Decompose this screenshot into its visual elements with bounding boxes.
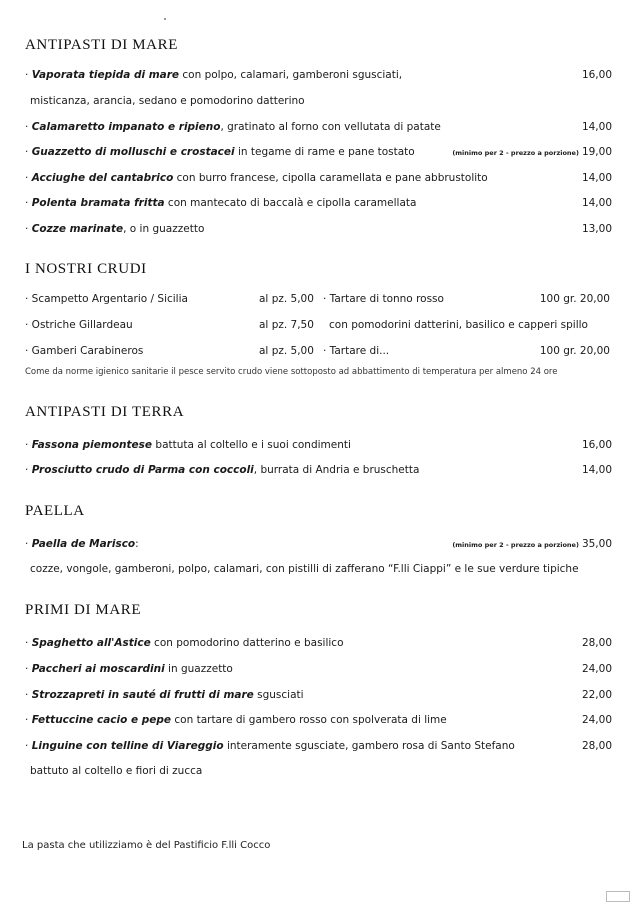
crudi-note: Come da norme igienico sanitarie il pesce servito crudo viene sottoposto ad abbattimento di temperatura per almeno 24 ore (25, 367, 558, 377)
bullet: · (25, 663, 32, 675)
item-desc: , o in guazzetto (123, 223, 205, 235)
crudo-price: 100 gr. 20,00 (539, 345, 610, 357)
menu-item (25, 68, 612, 82)
crudo-name: · Tartare di... (323, 345, 390, 357)
menu-item (25, 196, 612, 210)
item-name: Polenta bramata fritta (31, 197, 165, 209)
menu-item (25, 463, 612, 477)
item-name: Strozzapreti in sauté di frutti di mare (31, 689, 254, 701)
item-price: 24,00 (581, 663, 612, 675)
item-desc: interamente sgusciate, gambero rosa di Santo Stefano (223, 740, 515, 752)
item-name: Paccheri ai moscardini (31, 663, 165, 675)
menu-item (25, 537, 612, 551)
menu-item (25, 662, 612, 676)
section-title-crudi: I NOSTRI CRUDI (25, 261, 147, 277)
item-note: (minimo per 2 - prezzo a porzione) (452, 149, 579, 157)
item-name: Calamaretto impanato e ripieno (31, 121, 221, 133)
item-price: 14,00 (581, 197, 612, 209)
menu-item (25, 688, 612, 702)
crudo-desc: con pomodorini datterini, basilico e capperi spillo (329, 319, 588, 331)
item-desc: in tegame di rame e pane tostato (234, 146, 415, 158)
menu-item (25, 171, 612, 185)
bullet: · (25, 223, 32, 235)
item-price: 22,00 (581, 689, 612, 701)
bullet: · (25, 197, 32, 209)
item-price: 28,00 (581, 637, 612, 649)
item-price: 14,00 (581, 464, 612, 476)
item-name: Vaporata tiepida di mare (31, 69, 180, 81)
item-name: Paella de Marisco (31, 538, 136, 550)
crudo-name: · Gamberi Carabineros (25, 345, 144, 357)
item-name: Fettuccine cacio e pepe (31, 714, 172, 726)
item-price: 19,00 (581, 146, 612, 158)
bullet: · (25, 714, 32, 726)
item-name: Linguine con telline di Viareggio (31, 740, 224, 752)
item-desc: , gratinato al forno con vellutata di patate (220, 121, 441, 133)
crudo-name: · Scampetto Argentario / Sicilia (25, 293, 188, 305)
item-note: (minimo per 2 - prezzo a porzione) (452, 541, 579, 549)
item-desc: con polpo, calamari, gamberoni sgusciati, (179, 69, 403, 81)
item-price: 13,00 (581, 223, 612, 235)
bullet: · (25, 740, 32, 752)
bullet: · (25, 121, 32, 133)
crudo-name: · Tartare di tonno rosso (323, 293, 444, 305)
item-continuation: battuto al coltello e fiori di zucca (30, 765, 203, 777)
menu-item (25, 739, 612, 753)
item-price: 28,00 (581, 740, 612, 752)
crudo-price: al pz. 7,50 (259, 319, 314, 331)
bullet: · (25, 172, 32, 184)
menu-item (25, 713, 612, 727)
item-name: Cozze marinate (31, 223, 124, 235)
item-desc: con tartare di gambero rosso con spolverata di lime (171, 714, 447, 726)
section-title-antipasti-terra: ANTIPASTI DI TERRA (25, 404, 185, 420)
section-title-primi-mare: PRIMI DI MARE (25, 602, 142, 618)
item-desc: sgusciati (253, 689, 304, 701)
menu-item (25, 120, 612, 134)
item-price: 35,00 (581, 538, 612, 550)
item-desc: con mantecato di baccalà e cipolla caramellata (164, 197, 417, 209)
crudo-name: · Ostriche Gillardeau (25, 319, 133, 331)
item-price: 16,00 (581, 69, 612, 81)
crudo-price: 100 gr. 20,00 (539, 293, 610, 305)
menu-item (25, 145, 612, 159)
item-name: Acciughe del cantabrico (31, 172, 174, 184)
item-desc: : (135, 538, 139, 550)
section-title-antipasti-mare: ANTIPASTI DI MARE (25, 37, 178, 53)
item-name: Prosciutto crudo di Parma con coccoli (31, 464, 254, 476)
item-continuation: misticanza, arancia, sedano e pomodorino datterino (30, 95, 305, 107)
item-price: 14,00 (581, 172, 612, 184)
section-title-paella: PAELLA (25, 503, 85, 519)
item-price: 14,00 (581, 121, 612, 133)
bullet: · (25, 464, 32, 476)
item-desc: in guazzetto (164, 663, 233, 675)
menu-item (25, 222, 612, 236)
item-name: Fassona piemontese (31, 439, 153, 451)
footer-note: La pasta che utilizziamo è del Pastificio F.lli Cocco (22, 840, 271, 851)
item-desc: , burrata di Andria e bruschetta (253, 464, 420, 476)
item-continuation: cozze, vongole, gamberoni, polpo, calamari, con pistilli di zafferano “F.lli Ciappi” e le sue verdure tipiche (30, 563, 579, 575)
bullet: · (25, 689, 32, 701)
menu-item (25, 438, 612, 452)
item-desc: con burro francese, cipolla caramellata e pane abbrustolito (173, 172, 488, 184)
item-desc: con pomodorino datterino e basilico (150, 637, 344, 649)
bullet: · (25, 146, 32, 158)
bullet: · (25, 69, 32, 81)
item-name: Spaghetto all'Astice (31, 637, 151, 649)
item-price: 24,00 (581, 714, 612, 726)
crudo-price: al pz. 5,00 (259, 345, 314, 357)
item-name: Guazzetto di molluschi e crostacei (31, 146, 235, 158)
crudo-price: al pz. 5,00 (259, 293, 314, 305)
speck (164, 18, 166, 20)
menu-item (25, 636, 612, 650)
item-desc: battuta al coltello e i suoi condimenti (152, 439, 351, 451)
bullet: · (25, 637, 32, 649)
bullet: · (25, 538, 32, 550)
corner-watermark (606, 891, 630, 902)
bullet: · (25, 439, 32, 451)
item-price: 16,00 (581, 439, 612, 451)
